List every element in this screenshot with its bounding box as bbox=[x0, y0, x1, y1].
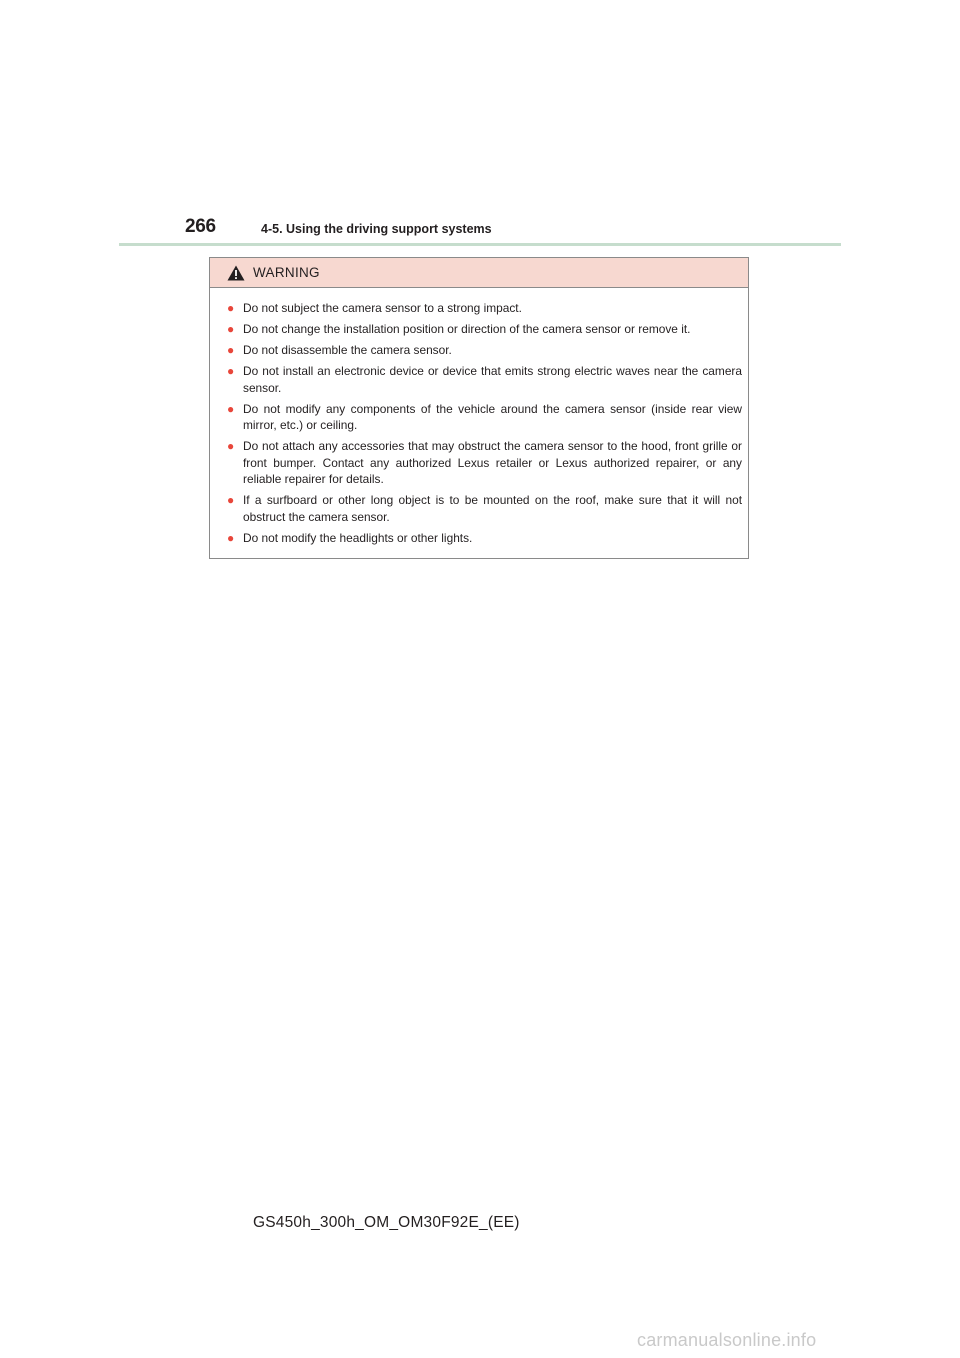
bullet-dot-icon: ● bbox=[227, 439, 235, 453]
bullet-dot-icon: ● bbox=[227, 322, 235, 336]
warning-list bbox=[210, 288, 748, 546]
warning-item bbox=[227, 321, 742, 338]
warning-item bbox=[227, 401, 742, 434]
warning-item-text: Do not modify any components of the vehicle around the camera sensor (inside rear view mirror, etc.) or ceiling. bbox=[243, 401, 742, 432]
warning-header bbox=[210, 258, 748, 288]
bullet-dot-icon: ● bbox=[227, 364, 235, 378]
warning-item-text: Do not disassemble the camera sensor. bbox=[243, 343, 452, 357]
bullet-dot-icon: ● bbox=[227, 343, 235, 357]
warning-item-text: Do not modify the headlights or other lights. bbox=[243, 530, 473, 545]
bullet-dot-icon: ● bbox=[227, 401, 235, 416]
bullet-dot-icon: ● bbox=[227, 301, 235, 315]
warning-item bbox=[227, 530, 742, 547]
warning-item-text: Do not subject the camera sensor to a strong impact. bbox=[243, 301, 522, 315]
warning-triangle-icon bbox=[227, 265, 245, 281]
header-rule bbox=[119, 243, 841, 246]
warning-item bbox=[227, 492, 742, 525]
warning-item bbox=[227, 342, 742, 359]
page-number: 266 bbox=[185, 216, 216, 237]
warning-label: WARNING bbox=[253, 265, 320, 280]
warning-item-text: Do not install an electronic device or device that emits strong electric waves near the camera sensor. bbox=[243, 364, 742, 395]
warning-item-text: If a surfboard or other long object is to be mounted on the roof, make sure that it will not obstruct the camera sensor. bbox=[243, 493, 742, 524]
warning-item-text: Do not attach any accessories that may obstruct the camera sensor to the hood, front grille or front bumper. Contact any authorized Lexus retailer or Lexus authorized repairer, or any reliable repairer for details. bbox=[243, 439, 742, 486]
warning-item-text: Do not change the installation position or direction of the camera sensor or remove it. bbox=[243, 322, 691, 336]
section-title: 4-5. Using the driving support systems bbox=[261, 222, 492, 236]
warning-box bbox=[209, 257, 749, 559]
document-code: GS450h_300h_OM_OM30F92E_(EE) bbox=[253, 1214, 520, 1231]
watermark: carmanualsonline.info bbox=[637, 1330, 817, 1350]
bullet-dot-icon: ● bbox=[227, 493, 235, 507]
bullet-dot-icon: ● bbox=[227, 530, 235, 545]
warning-item bbox=[227, 438, 742, 488]
warning-item bbox=[227, 300, 742, 317]
warning-item bbox=[227, 363, 742, 396]
